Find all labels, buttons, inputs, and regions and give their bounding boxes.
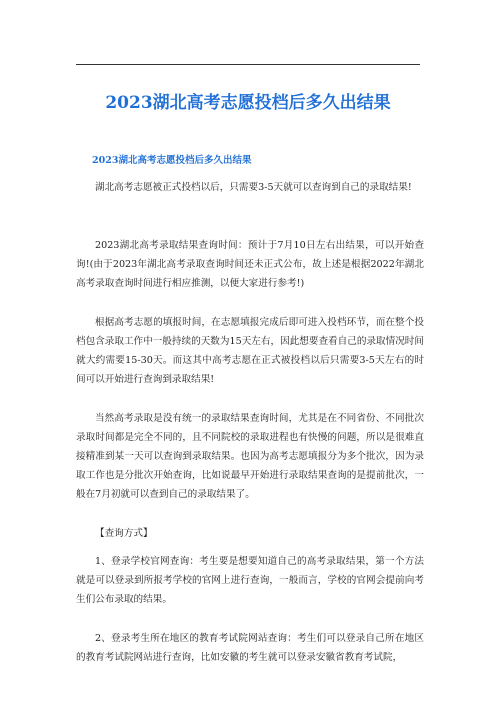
paragraph-1: 湖北高考志愿被正式投档以后，只需要3-5天就可以查询到自己的录取结果! (95, 182, 412, 193)
paragraph-3: 根据高考志愿的填报时间，在志愿填报完成后即可进入投档环节，而在整个投档包含录取工作中一般持续的天数为15天左右，因此想要查看自己的录取情况时间就大约需要15-30天。而这其中高考志愿在正式被投档以后只需要3-5天左右的时间可以开始进行查询到录取结果! (76, 317, 424, 385)
section-subtitle: 2023湖北高考志愿投档后多久出结果 (92, 155, 252, 166)
paragraph-4: 当然高考录取是没有统一的录取结果查询时间，尤其是在不同省份、不同批次录取时间都是完全不同的，且不同院校的录取进程也有快慢的问题，所以是很难直接精准到某一天可以查询到录取结果。也因为高考志愿填报分为多个批次，因为录取工作也是分批次开始查询，比如说最早开始进行录取结果查询的是提前批次，一般在7月初就可以查到自己的录取结果了。 (76, 413, 424, 500)
query-methods-heading: 【查询方式】 (95, 528, 153, 539)
paragraph-method-2: 2、登录考生所在地区的教育考试院网站查询：考生们可以登录自己所在地区的教育考试院网站进行查询，比如安徽的考生就可以登录安徽省教育考试院， (76, 633, 424, 663)
paragraph-2: 2023湖北高考录取结果查询时间：预计于7月10日左右出结果，可以开始查询!(由于2023年湖北高考录取查询时间还未正式公布，故上述是根据2022年湖北高考录取查询时间进行相应推测，以便大家进行参考!) (76, 240, 424, 289)
header-rule (76, 64, 420, 65)
paragraph-method-1: 1、登录学校官网查询：考生要是想要知道自己的高考录取结果，第一个方法就是可以登录到所报考学校的官网上进行查询，一般而言，学校的官网会提前向考生们公布录取的结果。 (76, 556, 424, 605)
document-title: 2023湖北高考志愿投档后多久出结果 (105, 93, 391, 113)
